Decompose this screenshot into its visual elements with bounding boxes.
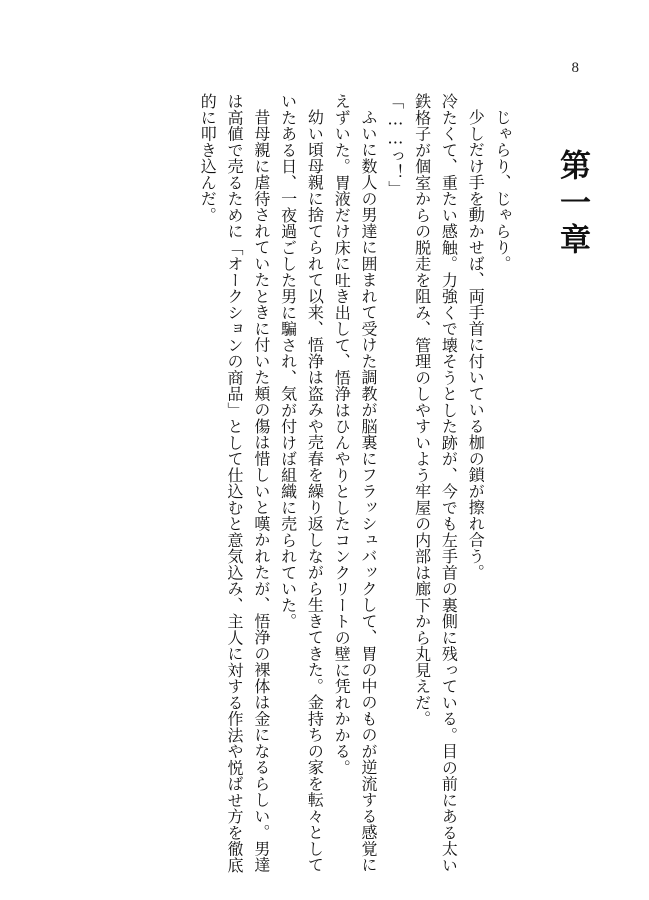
- paragraph-5: ふいに数人の男達に囲まれて受けた調教が脳裏にフラッシュバックして、胃の中のものが逆流する感覚にえずいた。胃液だけ床に吐き出して、悟浄はひんやりとしたコンクリートの壁に凭れかかる。: [332, 93, 379, 873]
- paragraph-3: 冷たくて、重たい感触。力強くで壊そうとした跡が、今でも左手首の裏側に残っている。目の前にある太い鉄格子が個室からの脱走を阻み、管理のしやすいよう牢屋の内部は廊下から丸見えだ。: [412, 93, 459, 873]
- paragraph-4-dialogue: 「……っ！」: [385, 93, 405, 197]
- paragraph-1: じゃらり、じゃらり。: [493, 109, 512, 272]
- paragraph-2: 少しだけ手を動かせば、両手首に付いている枷の鎖が擦れ合う。: [466, 109, 486, 581]
- paragraph-7: 昔母親に虐待されていたときに付いた頬の傷は惜しいと嘆かれたが、悟浄の裸体は金になるらしい。男達は高値で売るために「オークションの商品」として仕込むと意気込み、主人に対する作法や悦ばせ方を徹底的に叩き込んだ。: [198, 93, 271, 873]
- page-number: 8: [571, 60, 579, 76]
- chapter-title: 第一章: [554, 149, 590, 260]
- vertical-text-body: [41, 93, 601, 883]
- paragraph-6: 幼い頃母親に捨てられて以来、悟浄は盗みや売春を繰り返しながら生きてきた。金持ちの家を転々としていたある日、一夜過ごした男に騙され、気が付けば組織に売られていた。: [278, 93, 325, 873]
